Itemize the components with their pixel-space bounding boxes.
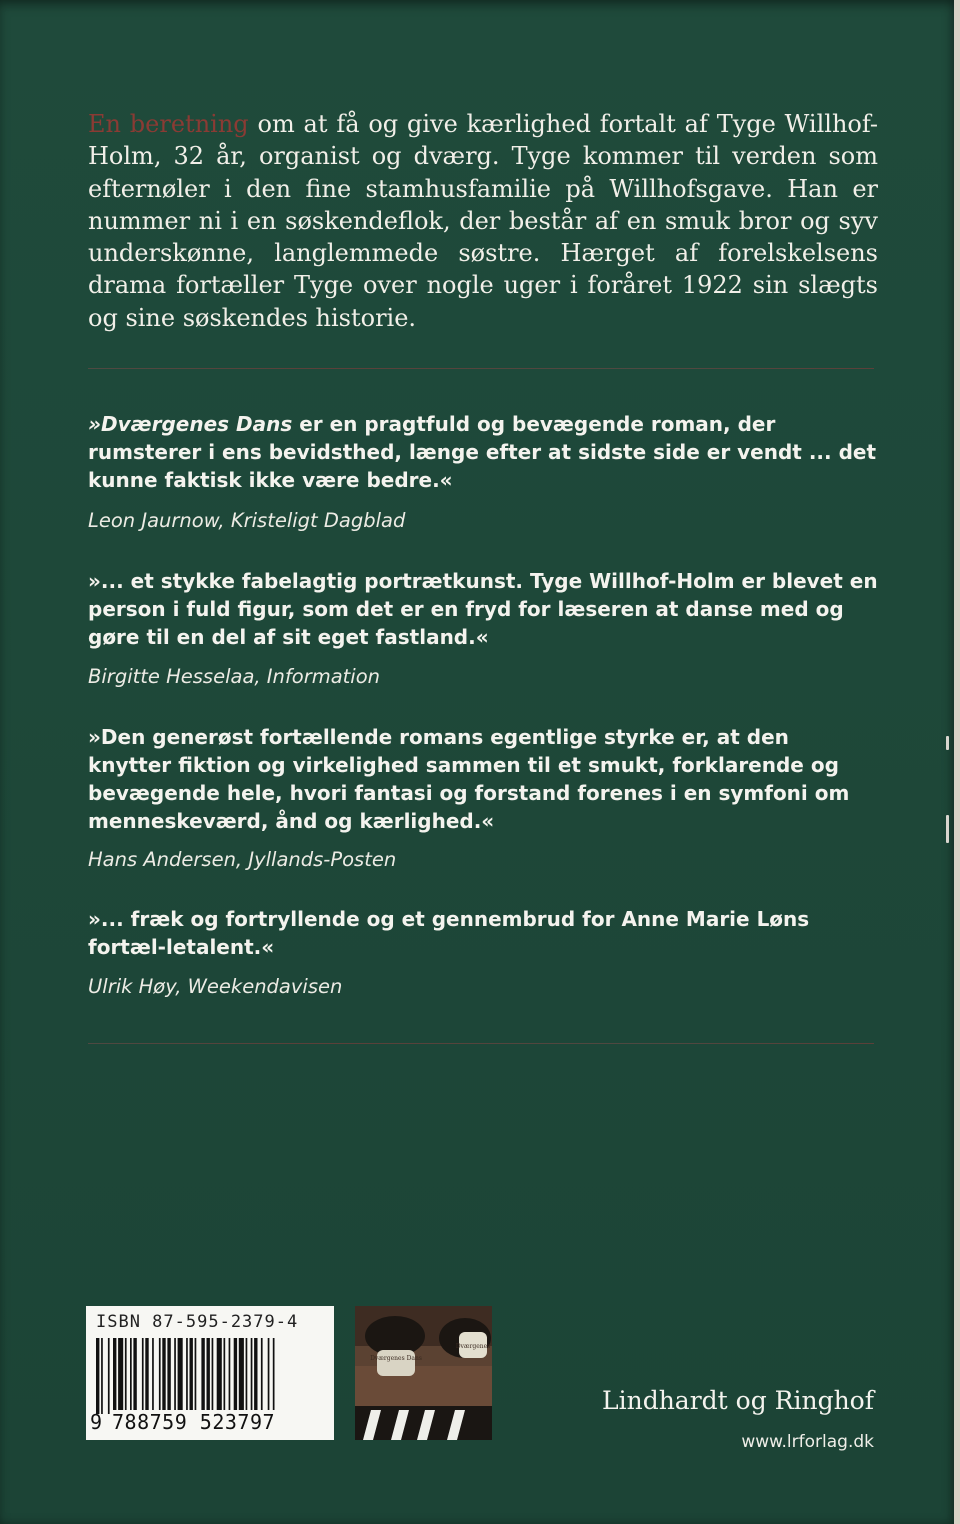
review-quote-1 <box>88 410 878 494</box>
publisher-name: Lindhardt og Ringhof <box>602 1386 874 1415</box>
review-source-4: Ulrik Høy, Weekendavisen <box>88 975 343 998</box>
barcode-bars <box>96 1338 326 1414</box>
cover-thumbnail-image <box>355 1306 492 1440</box>
thumb-label-right: Dværgenes <box>455 1343 491 1350</box>
cover-scuff-mark <box>946 815 949 843</box>
cover-scuff-mark <box>946 736 949 750</box>
synopsis-lead: En beretning <box>88 110 249 138</box>
synopsis-paragraph <box>88 108 878 334</box>
ean-first-digit: 9 <box>90 1410 103 1434</box>
isbn-number: ISBN 87-595-2379-4 <box>96 1312 299 1332</box>
review-quote-1-title: »Dværgenes Dans <box>88 412 293 436</box>
review-quote-1-text: er en pragtfuld og bevægende roman, der rumsterer i ens bevidsthed, længe efter at sidste side er vendt ... det kunne faktisk ikke være bedre.« <box>88 412 877 492</box>
divider-top <box>88 368 874 369</box>
divider-bottom <box>88 1043 874 1044</box>
review-quote-2: »... et stykke fabelagtig portrætkunst. Tyge Willhof-Holm er blevet en person i fuld figur, som det er en fryd for læseren at danse med og gøre til en del af sit eget fastland.« <box>88 569 878 649</box>
review-source-1: Leon Jaurnow, Kristeligt Dagblad <box>88 509 406 532</box>
publisher-website: www.lrforlag.dk <box>741 1432 874 1452</box>
review-quote-3: »Den generøst fortællende romans egentlige styrke er, at den knytter fiktion og virkelighed sammen til et smukt, forklarende og bevægende hele, hvori fantasi og forstand forenes i en symfoni om menneskeværd, ånd og kærlighed.« <box>88 725 850 833</box>
background-table <box>954 0 960 1524</box>
thumb-label-left: Dværgenes Dans <box>370 1355 422 1362</box>
review-source-3: Hans Andersen, Jyllands-Posten <box>88 848 397 871</box>
isbn-barcode <box>86 1306 334 1440</box>
synopsis-text: om at få og give kærlighed fortalt af Tyge Willhof-Holm, 32 år, organist og dværg. Tyge kommer til verden som efternøler i den fine stamhusfamilie på Willhofsgave. Han er nummer ni i en søskendeflok, der består af en smuk bror og syv underskønne, langlemmede søstre. Hærget af forelskelsens drama fortæller Tyge over nogle uger i foråret 1922 sin slægts og sine søskendes historie. <box>88 110 878 332</box>
review-quote-4: »... fræk og fortryllende og et gennembrud for Anne Marie Løns fortæl-letalent.« <box>88 907 810 959</box>
review-source-2: Birgitte Hesselaa, Information <box>88 665 381 688</box>
ean-digits: 788759 523797 <box>112 1410 276 1434</box>
